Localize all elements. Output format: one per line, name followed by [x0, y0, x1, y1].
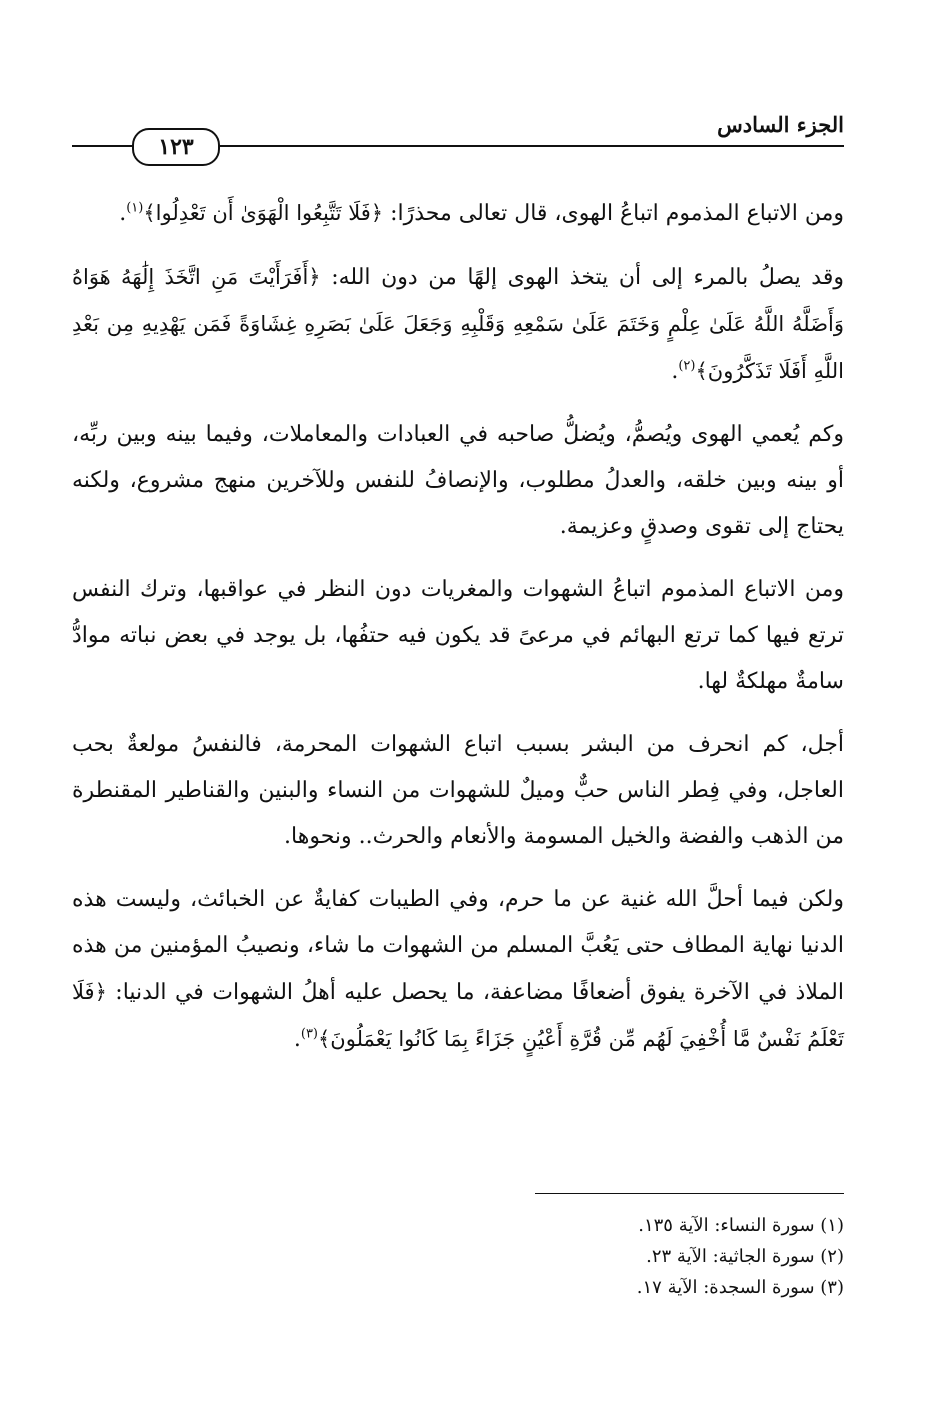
footnotes: [444, 1210, 844, 1303]
paragraph-6-end: .: [293, 1027, 301, 1052]
footnote-2: (٢) سورة الجاثية: الآية ٢٣.: [646, 1246, 844, 1267]
paragraph-3: وكم يُعمي الهوى ويُصمُّ، ويُضلُّ صاحبه في العبادات والمعاملات، وفيما بينه وبين ربِّه، أو بينه وبين خلقه، والعدلُ مطلوب، والإنصافُ للنفس وللآخرين منهج مشروع، ولكنه يحتاج إلى تقوى وصدقٍ وعزيمة.: [72, 422, 844, 539]
footnote-ref-1: (١): [126, 200, 144, 216]
paragraph-1: [72, 190, 844, 237]
footnote-ref-2: (٢): [678, 358, 696, 374]
paragraph-2-end: .: [671, 359, 679, 384]
footnote-1: (١) سورة النساء: الآية ١٣٥.: [638, 1215, 844, 1236]
footnote-separator: [535, 1193, 844, 1194]
quran-verse-2: ﴿أَفَرَأَيْتَ مَنِ اتَّخَذَ إِلَٰهَهُ هَوَاهُ وَأَضَلَّهُ اللَّهُ عَلَىٰ عِلْمٍ وَخَتَمَ عَلَىٰ سَمْعِهِ وَقَلْبِهِ وَجَعَلَ عَلَىٰ بَصَرِهِ غِشَاوَةً فَمَن يَهْدِيهِ مِن بَعْدِ اللَّهِ أَفَلَا تَذَكَّرُونَ﴾: [72, 265, 844, 383]
footnote-3: (٣) سورة السجدة: الآية ١٧.: [636, 1277, 844, 1298]
quran-verse-1: ﴿فَلَا تَتَّبِعُوا الْهَوَىٰ أَن تَعْدِلُوا﴾: [143, 201, 384, 225]
paragraph-5: أجل، كم انحرف من البشر بسبب اتباع الشهوات المحرمة، فالنفسُ مولعةٌ بحب العاجل، وفي فِطر الناس حبٌّ وميلٌ للشهوات من النساء والبنين والقناطير المقنطرة من الذهب والفضة والخيل المسومة والأنعام والحرث.. ونحوها.: [72, 732, 844, 849]
paragraph-6: [72, 877, 844, 1063]
page-header: [72, 108, 844, 158]
paragraph-1-text: ومن الاتباع المذموم اتباعُ الهوى، قال تعالى محذرًا:: [383, 201, 844, 226]
paragraph-4: ومن الاتباع المذموم اتباعُ الشهوات والمغريات دون النظر في عواقبها، وترك النفس ترتع فيها كما ترتع البهائم في مرعىً قد يكون فيه حتفُها، بل يوجد في بعض نباته موادُّ سامةٌ مهلكةٌ لها.: [72, 577, 844, 694]
page-number: ١٢٣: [132, 128, 220, 166]
paragraph-2: [72, 254, 844, 395]
paragraph-2-text: وقد يصلُ بالمرء إلى أن يتخذ الهوى إلهًا من دون الله:: [320, 265, 844, 290]
body-text: [72, 190, 844, 1063]
paragraph-1-end: .: [119, 201, 127, 226]
paragraph-6-text: ولكن فيما أحلَّ الله غنية عن ما حرم، وفي الطيبات كفايةٌ عن الخبائث، وليست هذه الدنيا نهاية المطاف حتى يَعُبَّ المسلم من الشهوات ما شاء، ونصيبُ المؤمنين من هذه الملاذ في الآخرة يفوق أضعافًا مضاعفة، ما يحصل عليه أهلُ الشهوات في الدنيا:: [72, 887, 844, 1005]
quran-verse-3: ﴿فَلَا تَعْلَمُ نَفْسٌ مَّا أُخْفِيَ لَهُم مِّن قُرَّةِ أَعْيُنٍ جَزَاءً بِمَا كَانُوا يَعْمَلُونَ﴾: [72, 980, 844, 1051]
running-title: الجزء السادس: [717, 112, 844, 137]
footnote-ref-3: (٣): [300, 1026, 318, 1042]
